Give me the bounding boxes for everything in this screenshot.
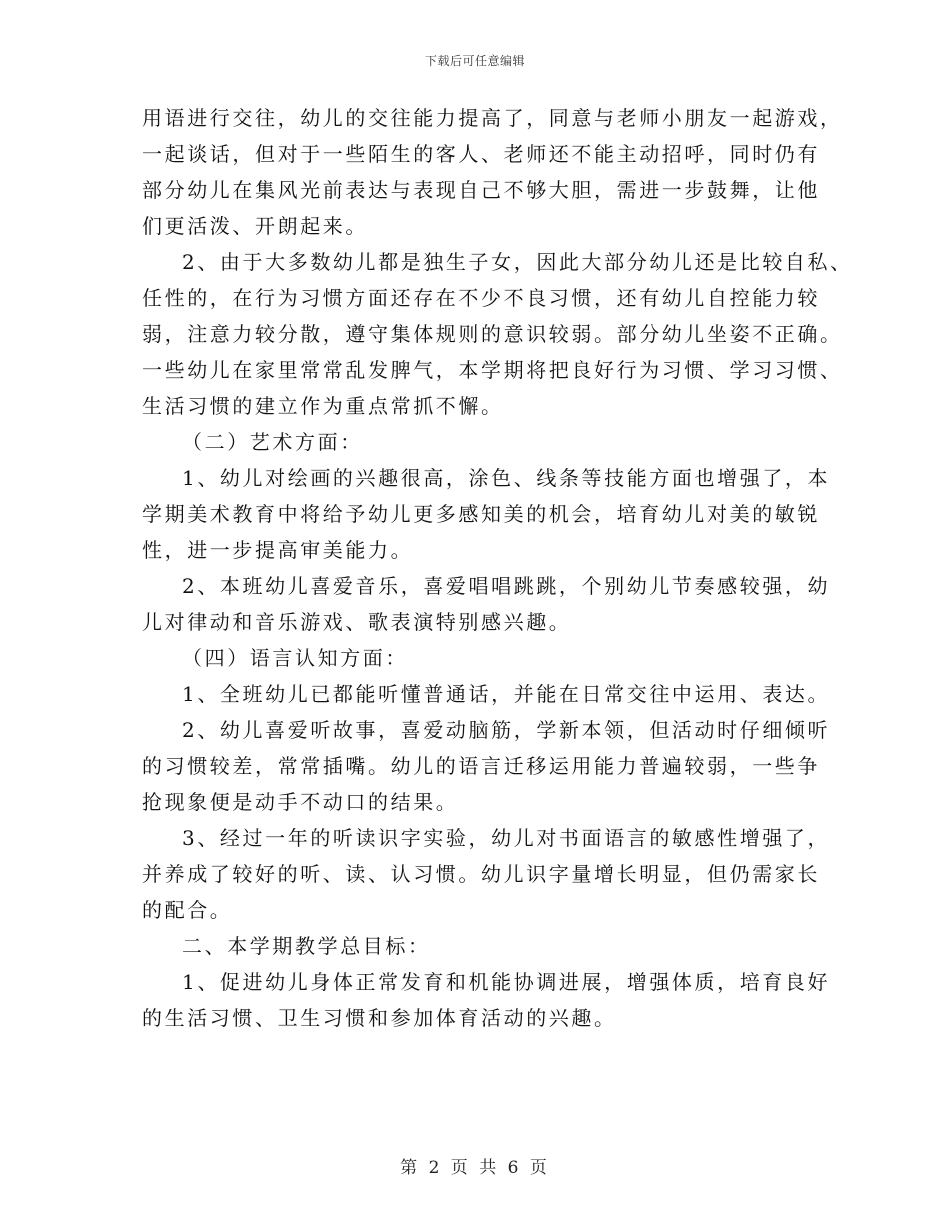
paragraph: [142, 964, 831, 1036]
paragraph: [142, 100, 843, 244]
text-line: 2、幼儿喜爱听故事，喜爱动脑筋，学新本领，但活动时仔细倾听: [182, 718, 831, 742]
text-line: 任性的，在行为习惯方面还存在不少不良习惯，还有幼儿自控能力较: [142, 286, 820, 310]
paragraph: [142, 712, 831, 820]
text-line: 并养成了较好的听、读、认习惯。幼儿识字量增长明显，但仍需家长: [142, 862, 820, 886]
text-line: 性，进一步提高审美能力。: [142, 538, 414, 562]
paragraph: [142, 244, 853, 424]
text-line: 3、经过一年的听读识字实验，幼儿对书面语言的敏感性增强了，: [182, 826, 831, 850]
text-line: 弱，注意力较分散，遵守集体规则的意识较弱。部分幼儿坐姿不正确。: [142, 322, 843, 346]
paragraph: [142, 640, 822, 676]
text-line: （二）艺术方面：: [182, 430, 363, 454]
text-line: 1、幼儿对绘画的兴趣很高，涂色、线条等技能方面也增强了，本: [182, 466, 831, 490]
paragraph: [142, 676, 831, 712]
text-line: 2、由于大多数幼儿都是独生子女，因此大部分幼儿还是比较自私、: [182, 250, 853, 274]
paragraph: [142, 568, 831, 640]
paragraph: [142, 820, 831, 928]
text-line: 1、全班幼儿已都能听懂普通话，并能在日常交往中运用、表达。: [182, 682, 831, 706]
page-number-footer: 第 2 页 共 6 页: [400, 1158, 550, 1178]
text-line: 儿对律动和音乐游戏、歌表演特别感兴趣。: [142, 610, 572, 634]
text-line: 一起谈话，但对于一些陌生的客人、老师还不能主动招呼，同时仍有: [142, 142, 820, 166]
paragraph: [142, 424, 822, 460]
text-line: 学期美术教育中将给予幼儿更多感知美的机会，培育幼儿对美的敏锐: [142, 502, 820, 526]
text-line: 用语进行交往，幼儿的交往能力提高了，同意与老师小朋友一起游戏，: [142, 106, 843, 130]
text-line: 二、本学期教学总目标：: [182, 934, 431, 958]
text-line: 1、促进幼儿身体正常发育和机能协调进展，增强体质，培育良好: [182, 970, 831, 994]
text-line: 的配合。: [142, 898, 233, 922]
text-line: 的生活习惯、卫生习惯和参加体育活动的兴趣。: [142, 1006, 617, 1030]
page-header: 下载后可任意编辑: [424, 54, 525, 68]
text-line: 部分幼儿在集风光前表达与表现自己不够大胆，需进一步鼓舞，让他: [142, 178, 820, 202]
text-line: （四）语言认知方面：: [182, 646, 408, 670]
document-body: [142, 100, 853, 1036]
text-line: 抢现象便是动手不动口的结果。: [142, 790, 459, 814]
paragraph: [142, 928, 822, 964]
text-line: 生活习惯的建立作为重点常抓不懈。: [142, 394, 504, 418]
text-line: 一些幼儿在家里常常乱发脾气，本学期将把良好行为习惯、学习习惯、: [142, 358, 843, 382]
text-line: 们更活泼、开朗起来。: [142, 214, 368, 238]
text-line: 2、本班幼儿喜爱音乐，喜爱唱唱跳跳，个别幼儿节奏感较强，幼: [182, 574, 831, 598]
text-line: 的习惯较差，常常插嘴。幼儿的语言迁移运用能力普遍较弱，一些争: [142, 754, 820, 778]
paragraph: [142, 460, 831, 568]
